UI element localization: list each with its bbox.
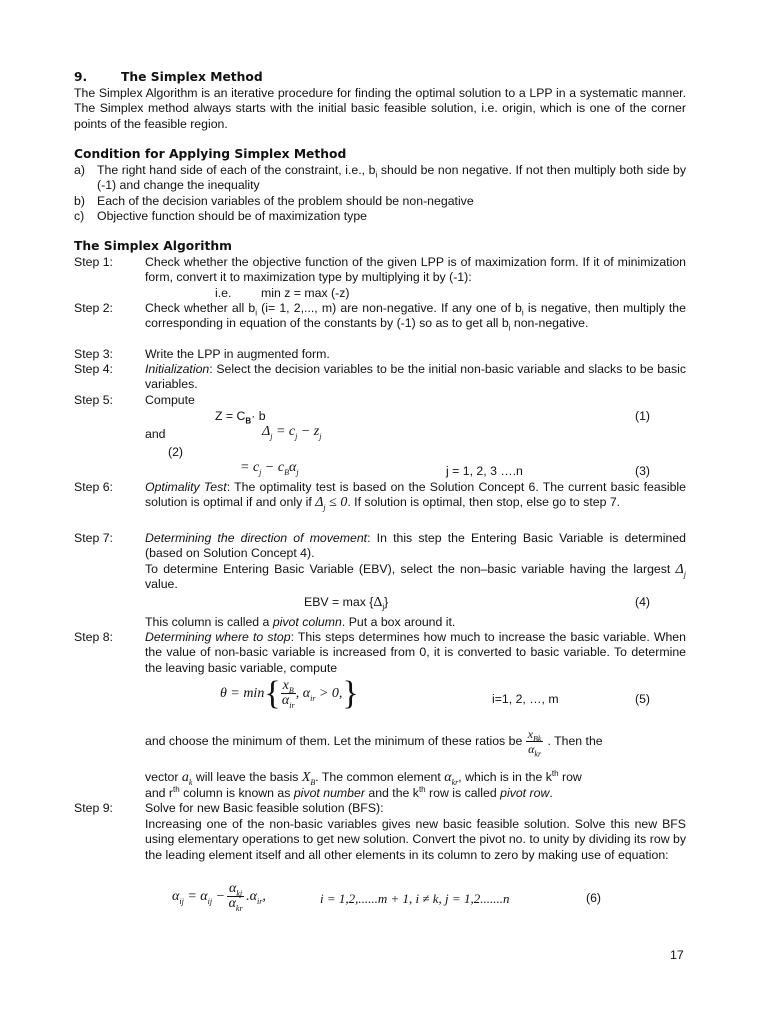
step-7-ebv-text: To determine Entering Basic Variable (EBV), select the non–basic variable having the largest $\Delta_j$ value. <box>145 562 686 592</box>
step-text: Check whether the objective function of the given LPP is of maximization form. If it of minimization form, convert it to maximization type by multiplying it by (-1): <box>145 255 686 285</box>
equation-6: $\alpha_{ij} = \alpha_{ij}$ − $\frac{\alpha_{kj}}{\alpha_{kr}}$ $.\alpha_{ir}$, <box>172 881 266 913</box>
step-text: Optimality Test: The optimality test is based on the Solution Concept 6. The current basic feasible solution is optimal if and only if $\Delta_j \le 0$. If solution is optimal, then stop, else go to step 7. <box>145 480 686 513</box>
section-title: The Simplex Method <box>121 70 263 84</box>
equation-2-number: (2) <box>168 445 184 459</box>
step-label: Step 5: <box>74 393 113 407</box>
equation-1: $Z = C_B\cdot b$ <box>215 409 266 426</box>
condition-label: c) <box>74 209 85 223</box>
step-8-ratio-text: and choose the minimum of them. Let the minimum of these ratios be $\frac{x_{Bk}}{\alpha_{kr}}$ . Then the <box>145 727 603 759</box>
equation-3-range: j = 1, 2, 3 ….n <box>446 464 523 478</box>
equation-3-number: (3) <box>634 464 650 478</box>
equation-6-range: i = 1,2,......m + 1, i ≠ k, j = 1,2.......n <box>320 891 510 906</box>
step-label: Step 6: <box>74 480 113 494</box>
algorithm-heading: The Simplex Algorithm <box>74 239 232 253</box>
step-text: Check whether all $b_i$ (i= 1, 2,..., m) are non-negative. If any one of $b_i$ is negative, then multiply the corresponding in equation of the constants by (-1) so as to get all $b_i$ non-negative. <box>145 301 686 333</box>
step-text: Solve for new Basic feasible solution (BFS): <box>145 801 384 815</box>
equation-5-range: i=1, 2, …, m <box>492 692 559 706</box>
condition-text: Each of the decision variables of the problem should be non-negative <box>97 194 474 208</box>
conditions-heading: Condition for Applying Simplex Method <box>74 147 347 161</box>
equation-5: θ = min{ $\frac{x_B}{\alpha_{ir}}$ , $\alpha_{ir} > 0$,} <box>220 674 359 712</box>
equation-4-number: (4) <box>634 595 650 609</box>
step-text: Determining where to stop: This steps determines how much to increase the basic variable. When the value of non-basic variable is increased from 0, it is converted to basic variable. To determine the leaving basic variable, compute <box>145 630 686 675</box>
equation-2: $\Delta_j = c_j - z_j$ <box>262 424 322 441</box>
and-label: and <box>145 427 166 441</box>
step-text: Initialization: Select the decision variables to be the initial non-basic variable and slacks to be basic variables. <box>145 362 686 392</box>
step-7-pivot-column: This column is called a pivot column. Put a box around it. <box>145 615 456 629</box>
step-8-pivot-text: and $r^{th}$ column is known as pivot number and the $k^{th}$ row is called pivot row. <box>145 784 553 800</box>
condition-label: b) <box>74 194 85 208</box>
step-text: Compute <box>145 393 195 407</box>
condition-text: Objective function should be of maximization type <box>97 209 367 223</box>
condition-text: The right hand side of each of the constraint, i.e., $b_i$ should be non negative. If not then multiply both side by (-1) and change the inequality <box>97 163 686 193</box>
step-label: Step 7: <box>74 531 113 545</box>
equation-3: = $c_j - c_B\alpha_j$ <box>240 460 299 477</box>
page-number: 17 <box>670 948 684 962</box>
step-label: Step 8: <box>74 630 113 644</box>
step-1-ie: i.e. <box>215 286 232 300</box>
step-label: Step 3: <box>74 347 113 361</box>
step-1-equation: min z = max (-z) <box>261 286 350 300</box>
step-label: Step 4: <box>74 362 113 376</box>
equation-1-number: (1) <box>634 409 650 423</box>
step-label: Step 9: <box>74 801 113 815</box>
condition-label: a) <box>74 163 85 177</box>
step-text: Determining the direction of movement: In this step the Entering Basic Variable is determined (based on Solution Concept 4). <box>145 531 687 561</box>
equation-4: EBV = $\max \{\Delta_j\}$ <box>304 595 389 612</box>
section-intro: The Simplex Algorithm is an iterative procedure for finding the optimal solution to a LPP in a systematic manner. The Simplex method always starts with the initial basic feasible solution, i.e. origin, which is one of the corner points of the feasible region. <box>74 86 686 131</box>
step-label: Step 2: <box>74 301 113 315</box>
equation-5-number: (5) <box>634 692 650 706</box>
optimality-condition: $\Delta_j \le 0$ <box>315 495 348 513</box>
step-text: Write the LPP in augmented form. <box>145 347 330 361</box>
step-label: Step 1: <box>74 255 113 269</box>
section-number: 9. <box>74 70 88 84</box>
equation-6-number: (6) <box>586 891 602 905</box>
step-9-body: Increasing one of the non-basic variables gives new basic feasible solution. Solve this new BFS using elementary operations to get new solution. Convert the pivot no. to unity by dividing its row by the leading element itself and all other elements in its column to zero by making use of equation: <box>145 817 686 862</box>
step-8-vector-text: vector $a_k$ will leave the basis $X_B$. The common element $\alpha_{kr}$, which is in the $k^{th}$ row <box>145 768 582 787</box>
